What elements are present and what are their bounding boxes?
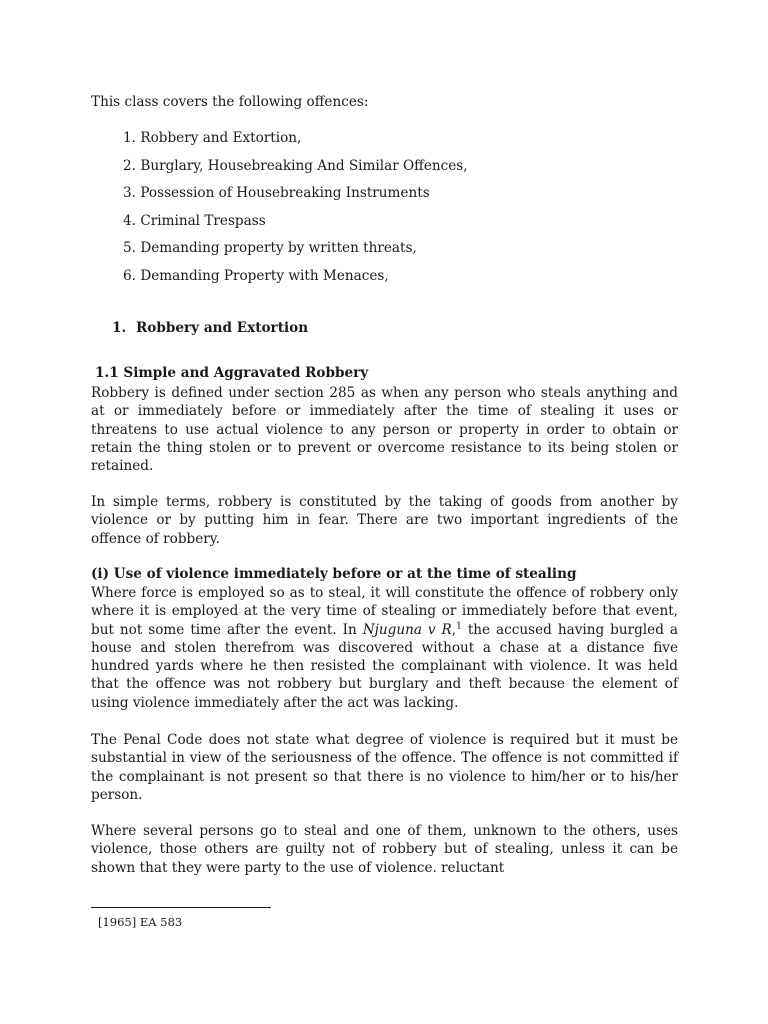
paragraph-simple-terms: In simple terms, robbery is constituted by the taking of goods from another by violence or by putting him in fear. There are two important ingredients of the offence of robbery. (91, 494, 678, 547)
case-name: Njuguna v R (362, 621, 452, 638)
paragraph-force-employed (91, 584, 678, 712)
section-number: 1. (112, 320, 127, 336)
footnote-divider (91, 907, 271, 908)
list-text: Demanding property by written threats, (140, 240, 417, 256)
list-item (91, 211, 468, 239)
list-item (91, 238, 468, 266)
section-heading (112, 320, 308, 336)
list-text: Possession of Housebreaking Instruments (140, 185, 430, 201)
list-number: 1. (123, 130, 136, 146)
list-item (91, 128, 468, 156)
list-text: Burglary, Housebreaking And Similar Offences, (140, 157, 468, 174)
intro-text: This class covers the following offences: (91, 94, 369, 110)
list-text: Demanding Property with Menaces, (140, 267, 389, 284)
list-number: 4. (123, 212, 136, 229)
list-number: 3. (123, 185, 136, 201)
paragraph-penal-code: The Penal Code does not state what degree of violence is required but it must be substantial in view of the seriousness of the offence. The offence is not committed if the complainant is not present so that there is no violence to him/her or to his/her person. (91, 732, 678, 803)
list-item (91, 183, 468, 211)
list-text: Criminal Trespass (140, 212, 266, 229)
list-number: 6. (123, 267, 136, 284)
paragraph-text: the accused having burgled a house and stolen therefrom was discovered without a chase at a distance five hundred yards where he then resisted the complainant with violence. It was held that the offence was not robbery but burglary and theft because the element of using violence immediately after the act was lacking. (91, 621, 678, 711)
footnote-reference[interactable]: 1 (456, 621, 462, 632)
list-number: 5. (123, 240, 136, 256)
paragraph-robbery-definition: Robbery is defined under section 285 as when any person who steals anything and at or immediately before or immediately after the time of stealing it uses or threatens to use actual violence to any person or property in order to obtain or retain the thing stolen or to prevent or overcome resistance to its being stolen or retained. (91, 385, 678, 475)
paragraph-several-persons: Where several persons go to steal and one of them, unknown to the others, uses violence, those others are guilty not of robbery but of stealing, unless it can be shown that they were party to the use of violence. reluctant (91, 823, 678, 876)
list-text: Robbery and Extortion, (140, 130, 302, 146)
footnote-text: [1965] EA 583 (98, 915, 183, 929)
paragraph-text: Where force is employed so as to steal, it will constitute the offence of robbery only where it is employed at the very time of stealing or immediately before that event, but not some time after the event. In (91, 585, 678, 638)
case-comma: , (451, 621, 457, 638)
list-item (91, 266, 468, 294)
subsection-heading: 1.1 Simple and Aggravated Robbery (95, 365, 369, 381)
section-title: Robbery and Extortion (136, 320, 309, 336)
list-number: 2. (123, 157, 136, 174)
list-item (91, 156, 468, 184)
heading-use-of-violence: (i) Use of violence immediately before or at the time of stealing (91, 566, 577, 582)
offence-list (91, 128, 468, 293)
